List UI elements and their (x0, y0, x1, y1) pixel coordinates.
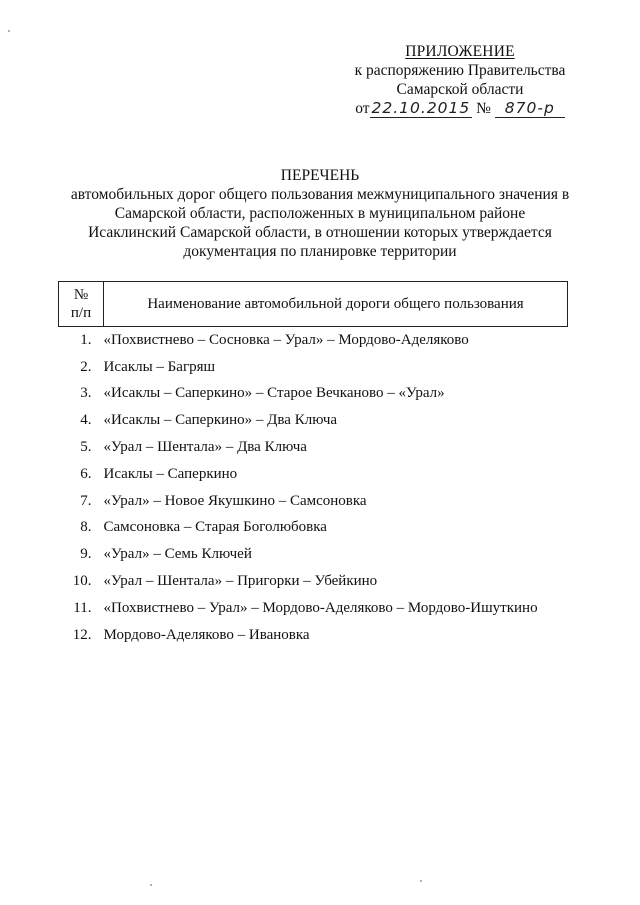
table-row (59, 434, 568, 461)
table-row (59, 541, 568, 568)
appendix-title: ПРИЛОЖЕНИЕ (405, 43, 515, 60)
row-number: 7. (80, 492, 92, 509)
row-road-name: «Урал – Шентала» – Пригорки – Убейкино (103, 573, 378, 590)
row-number: 1. (80, 331, 92, 348)
table-row (59, 515, 568, 542)
table-row (59, 461, 568, 488)
heading-title: ПЕРЕЧЕНЬ (280, 167, 360, 184)
heading-line-4: документация по планировке территории (183, 243, 457, 260)
row-road-name: «Урал – Шентала» – Два Ключа (103, 439, 307, 456)
table-row (59, 407, 568, 434)
header-number-text: № п/п (70, 287, 92, 321)
appendix-block (330, 42, 590, 118)
table-row (59, 381, 568, 408)
scan-speck (8, 30, 10, 32)
row-road-name: Исаклы – Саперкино (103, 465, 238, 482)
handwritten-number: 870-р (495, 100, 565, 118)
table-row (59, 327, 568, 354)
row-road-name: «Исаклы – Саперкино» – Два Ключа (103, 412, 338, 429)
heading-line-3: Исаклинский Самарской области, в отношении которых утверждается (88, 224, 552, 241)
number-prefix: № (476, 100, 491, 117)
heading-line-1: автомобильных дорог общего пользования межмуниципального значения в (70, 186, 570, 203)
table-row (59, 595, 568, 622)
appendix-date-line (330, 99, 590, 118)
row-road-name: Самсоновка – Старая Боголюбовка (103, 519, 327, 536)
row-road-name: «Урал» – Семь Ключей (103, 546, 252, 563)
row-number: 12. (72, 626, 92, 643)
document-heading (40, 166, 600, 261)
heading-line-2: Самарской области, расположенных в муниципальном районе (114, 205, 526, 222)
scan-speck (420, 880, 422, 882)
appendix-line-1: к распоряжению Правительства (354, 62, 566, 79)
row-number: 4. (80, 412, 92, 429)
row-road-name: «Урал» – Новое Якушкино – Самсоновка (103, 492, 367, 509)
row-number: 5. (80, 439, 92, 456)
appendix-line-2: Самарской области (396, 81, 524, 98)
header-number (59, 282, 104, 327)
table-header-row (59, 282, 568, 327)
table-row (59, 488, 568, 515)
row-number: 9. (80, 546, 92, 563)
header-name: Наименование автомобильной дороги общего пользования (104, 282, 568, 327)
row-road-name: Мордово-Аделяково – Ивановка (103, 626, 310, 643)
row-number: 8. (80, 519, 92, 536)
row-number: 11. (73, 599, 92, 616)
row-road-name: «Похвистнево – Сосновка – Урал» – Мордово-Аделяково (103, 331, 469, 348)
scan-speck (150, 884, 152, 886)
table-row (59, 622, 568, 649)
row-road-name: Исаклы – Багряш (103, 358, 216, 375)
row-number: 2. (80, 358, 92, 375)
row-road-name: «Исаклы – Саперкино» – Старое Вечканово – «Урал» (103, 385, 445, 402)
row-number: 6. (80, 465, 92, 482)
row-number: 3. (80, 385, 92, 402)
roads-table (58, 281, 568, 649)
row-road-name: «Похвистнево – Урал» – Мордово-Аделяково – Мордово-Ишуткино (103, 599, 538, 616)
row-number: 10. (72, 573, 92, 590)
table-row (59, 568, 568, 595)
date-prefix: от (355, 100, 370, 117)
table-row (59, 354, 568, 381)
handwritten-date: 22.10.2015 (371, 99, 471, 117)
